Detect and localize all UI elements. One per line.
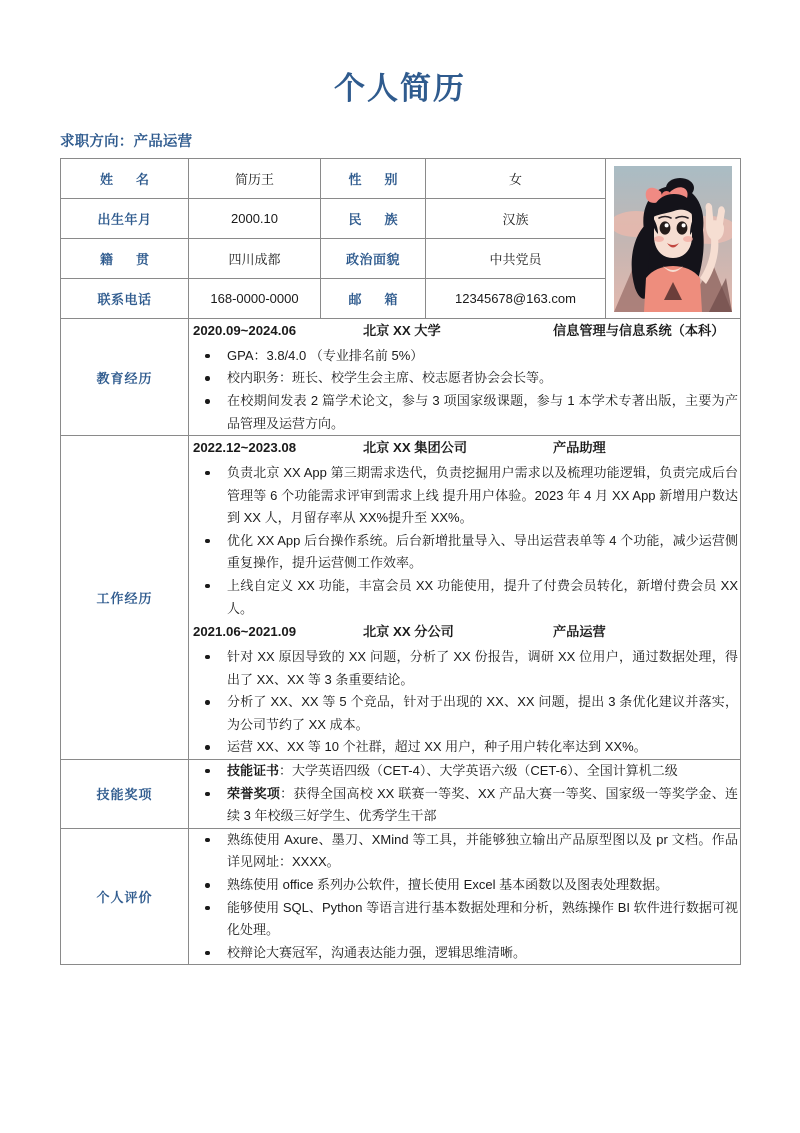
work-company-1: 北京 XX 集团公司 <box>363 440 468 456</box>
skill-text-awards: ：获得全国高校 XX 联赛一等奖、XX 产品大赛一等奖、国家级一等奖学金、连续 3 年校级三好学生、优秀学生干部 <box>227 785 738 824</box>
work-role-2: 产品运营 <box>553 624 606 640</box>
work-date-2: 2021.06~2021.09 <box>193 624 297 640</box>
list-item: 熟练使用 Axure、墨刀、XMind 等工具，并能够独立输出产品原型图以及 pr 文档。作品详见网址：XXXX。 <box>215 829 740 874</box>
value-name: 简历王 <box>189 159 321 199</box>
skills-bullet-list <box>189 760 740 828</box>
skill-title-awards: 荣誉奖项 <box>227 785 281 801</box>
list-item: 熟练使用 office 系列办公软件，擅长使用 Excel 基本函数以及图表处理数据。 <box>215 874 740 897</box>
education-major: 信息管理与信息系统（本科） <box>553 323 725 339</box>
value-gender: 女 <box>426 159 606 199</box>
page-title: 个人简历 <box>334 71 466 106</box>
education-date: 2020.09~2024.06 <box>193 323 297 339</box>
list-item: 在校期间发表 2 篇学术论文，参与 3 项国家级课题，参与 1 本学术专著出版，主要为产品管理及运营方向。 <box>215 390 740 435</box>
list-item: 分析了 XX、XX 等 5 个竞品，针对于出现的 XX、XX 问题，提出 3 条优化建议并落实，为公司节约了 XX 成本。 <box>215 691 740 736</box>
list-item: 上线自定义 XX 功能，丰富会员 XX 功能使用，提升了付费会员转化，新增付费会员 XX 人。 <box>215 575 740 620</box>
work-header-2 <box>189 620 740 646</box>
table-row-name <box>61 159 741 199</box>
value-hometown: 四川成都 <box>189 239 321 279</box>
education-header <box>189 319 740 345</box>
work-role-1: 产品助理 <box>553 440 606 456</box>
label-ethnicity: 民 族 <box>321 199 426 239</box>
avatar <box>614 166 732 312</box>
value-political-status: 中共党员 <box>426 239 606 279</box>
section-row-evaluation <box>61 828 741 965</box>
list-item <box>215 760 740 783</box>
list-item: 负责北京 XX App 第三期需求迭代，负责挖掘用户需求以及梳理功能逻辑，负责完成后台管理等 6 个功能需求评审到需求上线 提升用户体验。2023 年 4 月 XX App 新增用户数达到 XX 人，月留存率从 XX%提升至 XX%。 <box>215 462 740 530</box>
evaluation-bullet-list <box>189 829 740 965</box>
label-email: 邮 箱 <box>321 279 426 319</box>
section-body-work <box>189 436 741 760</box>
resume-table <box>60 158 741 965</box>
list-item: GPA：3.8/4.0 （专业排名前 5%） <box>215 345 740 368</box>
section-body-skills <box>189 759 741 828</box>
work-bullet-list-2 <box>189 646 740 759</box>
section-row-education <box>61 319 741 436</box>
job-objective: 求职方向：产品运营 <box>60 134 193 151</box>
section-label-skills: 技能奖项 <box>61 759 189 828</box>
section-row-work <box>61 436 741 760</box>
label-political-status: 政治面貌 <box>321 239 426 279</box>
skill-title-certificates: 技能证书 <box>227 762 280 778</box>
education-school: 北京 XX 大学 <box>363 323 441 339</box>
label-hometown: 籍 贯 <box>61 239 189 279</box>
value-phone: 168-0000-0000 <box>189 279 321 319</box>
list-item <box>215 783 740 828</box>
list-item: 优化 XX App 后台操作系统。后台新增批量导入、导出运营表单等 4 个功能，减少运营侧重复操作，提升运营侧工作效率。 <box>215 530 740 575</box>
list-item: 能够使用 SQL、Python 等语言进行基本数据处理和分析，熟练操作 BI 软件进行数据可视化处理。 <box>215 897 740 942</box>
work-bullet-list-1 <box>189 462 740 620</box>
section-body-education <box>189 319 741 436</box>
list-item: 校内职务：班长、校学生会主席、校志愿者协会会长等。 <box>215 367 740 390</box>
label-name: 姓 名 <box>61 159 189 199</box>
work-company-2: 北京 XX 分公司 <box>363 624 454 640</box>
work-header-1 <box>189 436 740 462</box>
label-phone: 联系电话 <box>61 279 189 319</box>
skill-text-certificates: ：大学英语四级（CET-4）、大学英语六级（CET-6）、全国计算机二级 <box>279 762 678 778</box>
label-gender: 性 别 <box>321 159 426 199</box>
value-email: 12345678@163.com <box>426 279 606 319</box>
section-label-education: 教育经历 <box>61 319 189 436</box>
label-birthdate: 出生年月 <box>61 199 189 239</box>
list-item: 校辩论大赛冠军，沟通表达能力强，逻辑思维清晰。 <box>215 942 740 965</box>
list-item: 针对 XX 原因导致的 XX 问题，分析了 XX 份报告，调研 XX 位用户，通过数据处理，得出了 XX、XX 等 3 条重要结论。 <box>215 646 740 691</box>
value-birthdate: 2000.10 <box>189 199 321 239</box>
education-bullet-list <box>189 345 740 435</box>
section-label-evaluation: 个人评价 <box>61 828 189 965</box>
list-item: 运营 XX、XX 等 10 个社群，超过 XX 用户，种子用户转化率达到 XX%。 <box>215 736 740 759</box>
value-ethnicity: 汉族 <box>426 199 606 239</box>
work-date-1: 2022.12~2023.08 <box>193 440 297 456</box>
section-body-evaluation <box>189 828 741 965</box>
photo-cell <box>606 159 741 319</box>
section-row-skills <box>61 759 741 828</box>
section-label-work: 工作经历 <box>61 436 189 760</box>
